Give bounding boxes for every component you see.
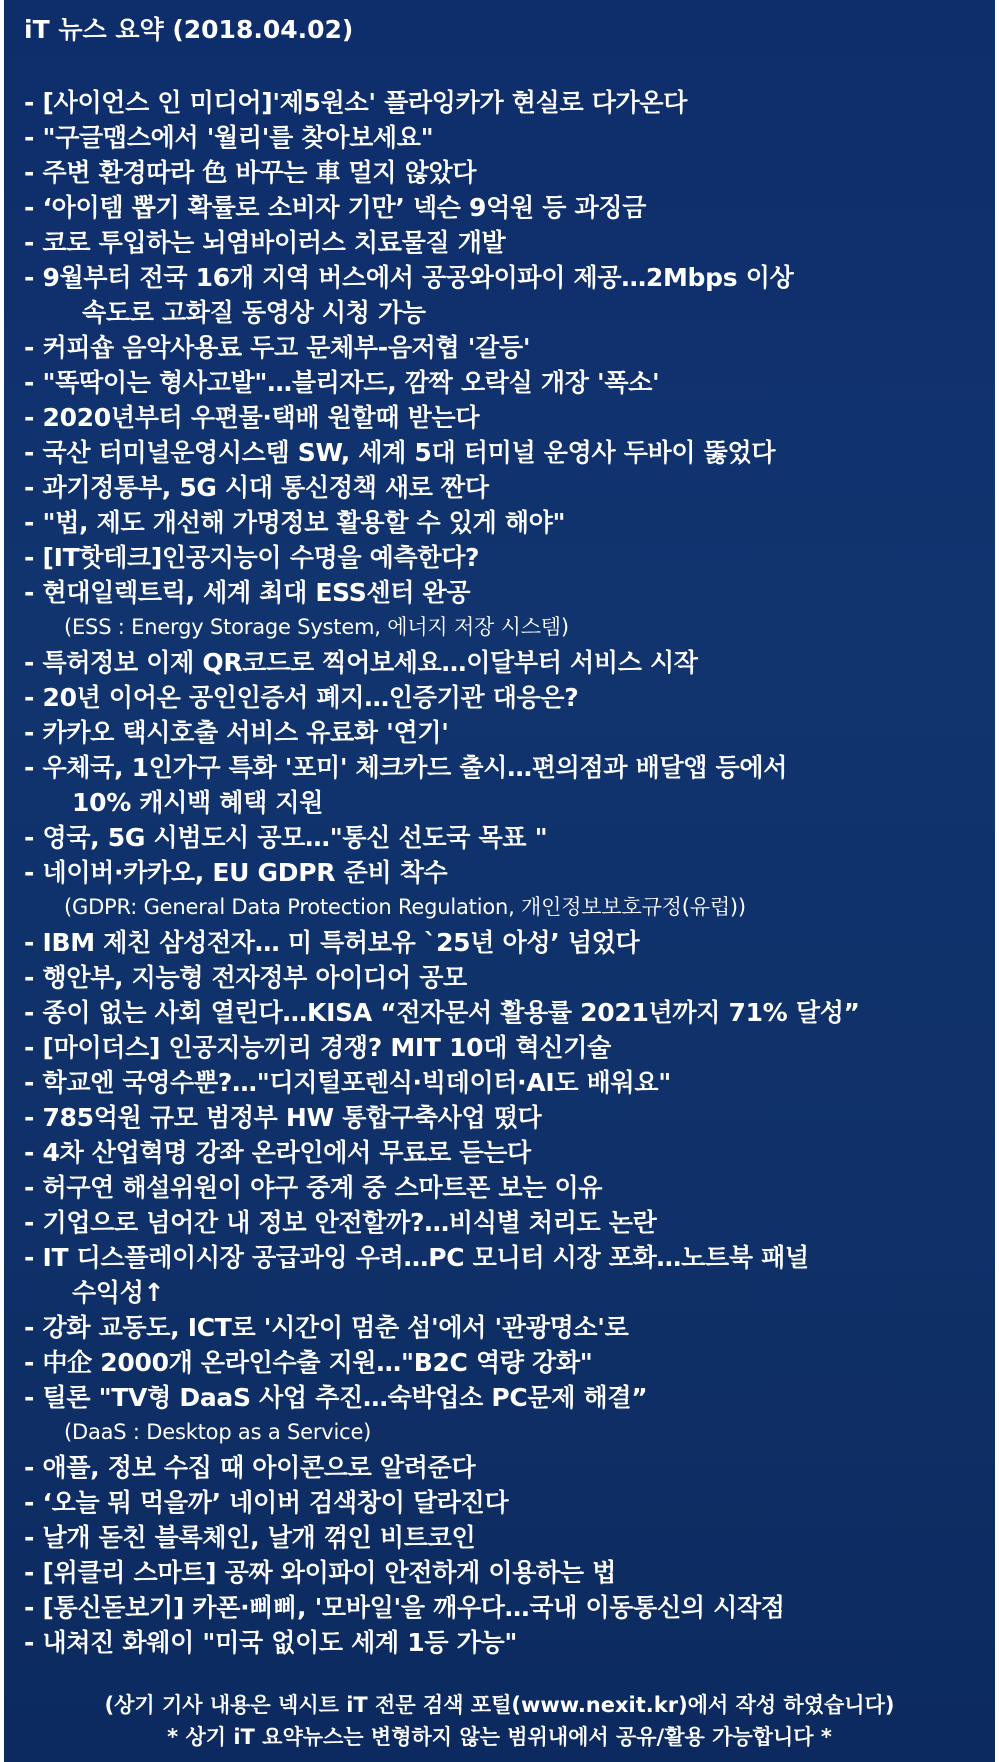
news-item-text: - 20년 이어온 공인인증서 폐지…인증기관 대응은? <box>24 683 579 712</box>
news-item-text: - 과기정통부, 5G 시대 통신정책 새로 짠다 <box>24 473 489 502</box>
news-item-text: - 中企 2000개 온라인수출 지원…"B2C 역량 강화" <box>24 1348 593 1377</box>
news-item <box>24 750 995 820</box>
news-item-text: - 카카오 택시호출 서비스 유료화 '연기' <box>24 718 449 747</box>
news-item <box>24 1380 995 1415</box>
news-item <box>24 1170 995 1205</box>
news-item-text: - 주변 환경따라 色 바꾸는 車 멀지 않았다 <box>24 158 477 187</box>
news-item-text: - IT 디스플레이시장 공급과잉 우려…PC 모니터 시장 포화…노트북 패널 <box>24 1243 809 1272</box>
news-item-text: - 코로 투입하는 뇌염바이러스 치료물질 개발 <box>24 228 506 257</box>
footer-usage-note: * 상기 iT 요약뉴스는 변형하지 않는 범위내에서 공유/활용 가능합니다 * <box>167 1725 832 1749</box>
news-item <box>24 645 995 680</box>
news-item-continuation: 수익성↑ <box>72 1278 165 1307</box>
news-item-text: - [마이더스] 인공지능끼리 경쟁? MIT 10대 혁신기술 <box>24 1033 611 1062</box>
news-item <box>24 715 995 750</box>
news-item <box>24 330 995 365</box>
news-item <box>24 155 995 190</box>
news-item <box>24 470 995 505</box>
page-title: iT 뉴스 요약 (2018.04.02) <box>24 15 354 44</box>
news-item-text: - ‘아이템 뽑기 확률로 소비자 기만’ 넥슨 9억원 등 과징금 <box>24 193 647 222</box>
news-item <box>24 1240 995 1310</box>
news-item <box>24 400 995 435</box>
news-item-text: - 틸론 "TV형 DaaS 사업 추진…숙박업소 PC문제 해결” <box>24 1383 648 1412</box>
news-item-text: - 강화 교동도, ICT로 '시간이 멈춘 섬'에서 '관광명소'로 <box>24 1313 629 1342</box>
news-item-text: - "똑딱이는 형사고발"…블리자드, 깜짝 오락실 개장 '폭소' <box>24 368 660 397</box>
news-item <box>24 225 995 260</box>
news-item-text: - 우체국, 1인가구 특화 '포미' 체크카드 출시…편의점과 배달앱 등에서 <box>24 753 788 782</box>
news-item <box>24 1100 995 1135</box>
news-item-text: - 국산 터미널운영시스템 SW, 세계 5대 터미널 운영사 두바이 뚫었다 <box>24 438 776 467</box>
news-item-text: - 커피숍 음악사용료 두고 문체부-음저협 '갈등' <box>24 333 531 362</box>
news-item-note: (ESS : Energy Storage System, 에너지 저장 시스템) <box>64 615 569 639</box>
news-item <box>24 435 995 470</box>
news-item <box>24 1030 995 1065</box>
news-item <box>24 1345 995 1380</box>
news-item-text: - [사이언스 인 미디어]'제5원소' 플라잉카가 현실로 다가온다 <box>24 88 688 117</box>
news-item <box>24 820 995 855</box>
news-item <box>24 1205 995 1240</box>
news-item <box>24 365 995 400</box>
news-item <box>24 925 995 960</box>
news-item-note: (GDPR: General Data Protection Regulation, 개인정보보호규정(유럽)) <box>64 895 746 919</box>
news-item <box>24 260 995 330</box>
news-item <box>24 680 995 715</box>
news-item-text: - 4차 산업혁명 강좌 온라인에서 무료로 듣는다 <box>24 1138 531 1167</box>
news-item <box>24 540 995 575</box>
news-item <box>24 505 995 540</box>
news-item <box>24 1590 995 1625</box>
news-item-continuation: 속도로 고화질 동영상 시청 가능 <box>82 298 426 327</box>
news-item-text: - ‘오늘 뭐 먹을까’ 네이버 검색창이 달라진다 <box>24 1488 509 1517</box>
news-item <box>24 1310 995 1345</box>
news-item <box>24 120 995 155</box>
news-item-text: - 특허정보 이제 QR코드로 찍어보세요…이달부터 서비스 시작 <box>24 648 698 677</box>
news-item-text: - 학교엔 국영수뿐?…"디지털포렌식·빅데이터·AI도 배워요" <box>24 1068 671 1097</box>
news-item-text: - [통신돋보기] 카폰·삐삐, '모바일'을 깨우다…국내 이동통신의 시작점 <box>24 1593 785 1622</box>
news-item-text: - 네이버·카카오, EU GDPR 준비 착수 <box>24 858 448 887</box>
news-item <box>24 1555 995 1590</box>
news-item-text: - 행안부, 지능형 전자정부 아이디어 공모 <box>24 963 467 992</box>
news-item-text: - 종이 없는 사회 열린다…KISA “전자문서 활용률 2021년까지 71% 달성” <box>24 998 860 1027</box>
news-item-text: - 785억원 규모 범정부 HW 통합구축사업 떴다 <box>24 1103 542 1132</box>
news-item <box>24 575 995 610</box>
news-item-text: - [위클리 스마트] 공짜 와이파이 안전하게 이용하는 법 <box>24 1558 617 1587</box>
news-item <box>24 1485 995 1520</box>
news-item-text: - 영국, 5G 시범도시 공모…"통신 선도국 목표 " <box>24 823 548 852</box>
news-item <box>24 1450 995 1485</box>
news-item-text: - 내쳐진 화웨이 "미국 없이도 세계 1등 가능" <box>24 1628 518 1657</box>
spacer <box>24 46 995 85</box>
news-item-text: - [IT핫테크]인공지능이 수명을 예측한다? <box>24 543 480 572</box>
news-item <box>24 960 995 995</box>
news-item-text: - 9월부터 전국 16개 지역 버스에서 공공와이파이 제공…2Mbps 이상 <box>24 263 794 292</box>
news-item-text: - "법, 제도 개선해 가명정보 활용할 수 있게 해야" <box>24 508 566 537</box>
news-item-text: - 기업으로 넘어간 내 정보 안전할까?…비식별 처리도 논란 <box>24 1208 657 1237</box>
news-item-text: - IBM 제친 삼성전자… 미 특허보유 `25년 아성’ 넘었다 <box>24 928 640 957</box>
news-item-text: - 날개 돋친 블록체인, 날개 꺾인 비트코인 <box>24 1523 476 1552</box>
news-item <box>24 85 995 120</box>
news-item-text: - 현대일렉트릭, 세계 최대 ESS센터 완공 <box>24 578 471 607</box>
news-item-continuation: 10% 캐시백 혜택 지원 <box>72 788 324 817</box>
news-item <box>24 1520 995 1555</box>
news-item-text: - 허구연 해설위원이 야구 중계 중 스마트폰 보는 이유 <box>24 1173 603 1202</box>
news-item-text: - "구글맵스에서 '월리'를 찾아보세요" <box>24 123 434 152</box>
news-list <box>24 85 995 1660</box>
footer-source-note: (상기 기사 내용은 넥시트 iT 전문 검색 포털(www.nexit.kr)에서 작성 하였습니다) <box>104 1693 895 1717</box>
news-item <box>24 190 995 225</box>
news-item-text: - 2020년부터 우편물·택배 원할때 받는다 <box>24 403 480 432</box>
news-item <box>24 855 995 890</box>
news-item <box>24 1625 995 1660</box>
news-item-note: (DaaS : Desktop as a Service) <box>64 1420 372 1444</box>
news-item <box>24 1135 995 1170</box>
news-item-text: - 애플, 정보 수집 때 아이콘으로 알려준다 <box>24 1453 476 1482</box>
news-item <box>24 995 995 1030</box>
news-item <box>24 1065 995 1100</box>
